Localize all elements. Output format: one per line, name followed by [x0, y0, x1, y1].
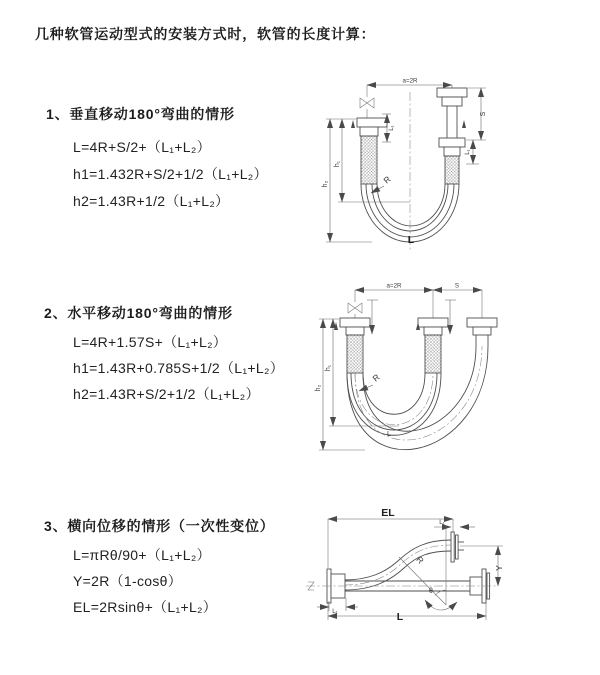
radius-callout [359, 372, 382, 391]
radius-and-angle [399, 526, 457, 610]
section-3-formula-l: L=πRθ/90+（L₁+L₂） [73, 547, 211, 563]
dim-label-l1-bottom: L₁ [332, 608, 338, 615]
dim-s-l1-right [464, 88, 487, 164]
drop-dims [367, 300, 456, 334]
dim-label-l1: L₁ [388, 125, 395, 131]
length-label: L [387, 431, 391, 438]
right-pipe-fitting [437, 88, 467, 184]
dim-label-h1: h₁ [325, 364, 332, 372]
dim-label-l: L [396, 611, 404, 623]
length-label: L [407, 234, 415, 246]
diagram-vertical-180-bend [298, 66, 590, 258]
dim-label-r: R [370, 371, 382, 384]
left-pipe-fitting [340, 318, 370, 373]
section-2-heading: 2、水平移动180°弯曲的情形 [44, 305, 233, 321]
dim-label-h2: h₂ [322, 180, 329, 188]
dim-label-h1: h₁ [334, 160, 341, 168]
dim-label-h2: h₂ [315, 384, 322, 392]
dim-el [328, 507, 453, 568]
dim-label-l1-top: L₁ [439, 519, 445, 526]
section-2-formula-h1: h1=1.43R+0.785S+1/2（L₁+L₂） [73, 360, 284, 376]
dim-label-el: EL [381, 507, 395, 519]
dim-label-r: R [381, 173, 393, 186]
diagram-lateral-displacement [298, 498, 600, 660]
dim-l1-top [434, 519, 475, 527]
diagram-horizontal-180-bend [303, 278, 600, 460]
section-1-formula-h2: h2=1.43R+1/2（L₁+L₂） [73, 193, 230, 209]
hose-s-curve [344, 540, 451, 590]
middle-pipe-fitting [418, 318, 448, 373]
dim-label-y: Y [494, 565, 504, 571]
section-1-formula-l: L=4R+S/2+（L₁+L₂） [73, 139, 211, 155]
dim-label-a2r: a=2R [386, 282, 402, 290]
dim-label-r: R [414, 554, 426, 566]
upper-flange [451, 532, 464, 562]
valve-icon [348, 303, 362, 313]
section-1-heading: 1、垂直移动180°弯曲的情形 [46, 106, 235, 122]
dim-a2r [367, 78, 452, 119]
left-pipe-fitting [357, 118, 387, 184]
right-pipe-fitting [467, 318, 497, 346]
dim-h1-h2 [315, 319, 420, 450]
page-title: 几种软管运动型式的安装方式时，软管的长度计算： [35, 26, 376, 42]
section-3-heading: 3、横向位移的情形（一次性变位） [44, 518, 275, 534]
dim-label-s: S [480, 111, 487, 117]
dim-label-l1-right: L₁ [464, 149, 471, 155]
dim-label-theta: θ [429, 588, 433, 595]
dim-label-s: S [454, 282, 460, 290]
dim-label-a2r: a=2R [402, 77, 418, 85]
section-1-formula-h1: h1=1.432R+S/2+1/2（L₁+L₂） [73, 166, 268, 182]
section-3-formula-el: EL=2Rsinθ+（L₁+L₂） [73, 599, 218, 615]
dim-l1-bottom [317, 598, 358, 615]
section-3-formula-y: Y=2R（1-cosθ） [73, 573, 183, 589]
section-2-formula-l: L=4R+1.57S+（L₁+L₂） [73, 334, 228, 350]
section-2-formula-h2: h2=1.43R+S/2+1/2（L₁+L₂） [73, 386, 260, 402]
valve-icon [360, 98, 374, 108]
dim-l [328, 602, 486, 623]
dim-h1-h2 [322, 119, 466, 242]
